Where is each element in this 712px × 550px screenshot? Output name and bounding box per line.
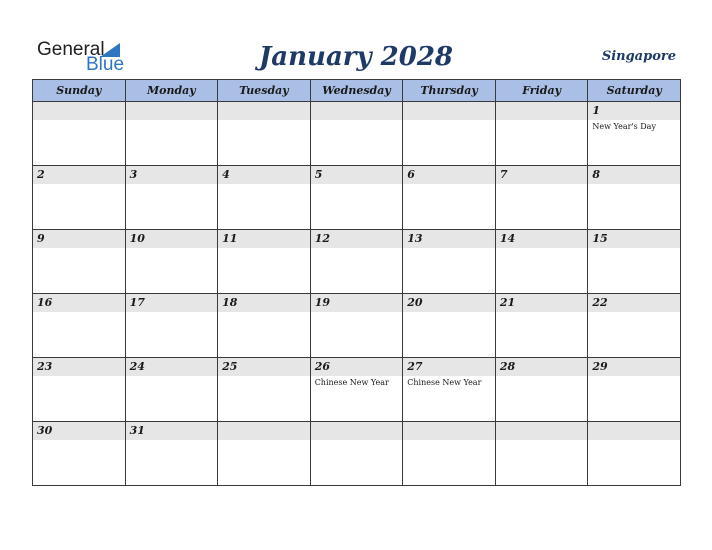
weekday-header: Tuesday: [218, 80, 311, 102]
day-cell: [495, 102, 588, 166]
day-number: 30: [37, 424, 53, 437]
day-number: 3: [129, 168, 138, 181]
day-cell-band: [311, 422, 403, 440]
day-cell: [218, 102, 311, 166]
day-cell: [33, 102, 126, 166]
day-cell-band: [126, 102, 218, 120]
day-number: 1: [592, 104, 601, 117]
day-cell: [310, 102, 403, 166]
day-cell: [218, 230, 311, 294]
day-cell: [495, 422, 588, 486]
day-cell: [218, 422, 311, 486]
day-number: 6: [407, 168, 415, 181]
day-cell: [33, 422, 126, 486]
day-cell: [310, 422, 403, 486]
day-cell-band: [33, 102, 125, 120]
day-cell: [403, 230, 496, 294]
day-cell: [125, 422, 218, 486]
day-cell-band: [588, 102, 680, 120]
day-cell: [33, 294, 126, 358]
day-cell: [495, 294, 588, 358]
day-cell: [588, 166, 681, 230]
day-number: 10: [129, 232, 145, 245]
day-cell: [33, 358, 126, 422]
week-row: [33, 102, 681, 166]
day-number: 26: [314, 360, 330, 373]
day-cell-band: [496, 166, 588, 184]
logo-word-blue: Blue: [86, 54, 125, 75]
day-cell: [495, 166, 588, 230]
day-cell: [403, 102, 496, 166]
day-number: 31: [129, 424, 145, 437]
day-number: 15: [592, 232, 608, 245]
day-number: 29: [592, 360, 608, 373]
day-cell: [495, 230, 588, 294]
week-row: [33, 358, 681, 422]
week-row: [33, 230, 681, 294]
weekday-header: Thursday: [403, 80, 496, 102]
day-cell: [403, 166, 496, 230]
week-row: [33, 166, 681, 230]
weekday-header: Sunday: [33, 80, 126, 102]
day-cell: [33, 230, 126, 294]
day-cell: [33, 166, 126, 230]
day-number: 27: [407, 360, 423, 373]
day-cell: [588, 422, 681, 486]
day-cell: [403, 422, 496, 486]
weekday-header: Friday: [495, 80, 588, 102]
day-number: 24: [129, 360, 145, 373]
day-number: 25: [222, 360, 238, 373]
day-number: 2: [37, 168, 45, 181]
day-cell-band: [218, 166, 310, 184]
day-cell: [310, 166, 403, 230]
weekday-header: Saturday: [588, 80, 681, 102]
day-cell: [125, 166, 218, 230]
day-cell-band: [588, 422, 680, 440]
day-cell-band: [311, 102, 403, 120]
day-number: 8: [592, 168, 601, 181]
calendar-body: [33, 102, 681, 486]
day-cell: [125, 294, 218, 358]
holiday-label: New Year's Day: [592, 122, 656, 131]
region-label: Singapore: [601, 49, 676, 64]
day-number: 18: [222, 296, 238, 309]
day-cell-band: [311, 166, 403, 184]
day-number: 20: [407, 296, 423, 309]
week-row: [33, 422, 681, 486]
day-number: 5: [314, 168, 323, 181]
day-number: 23: [37, 360, 53, 373]
day-cell-band: [33, 166, 125, 184]
day-cell: [588, 102, 681, 166]
day-number: 17: [129, 296, 145, 309]
day-cell: [310, 358, 403, 422]
day-cell-band: [126, 166, 218, 184]
month-calendar: [32, 79, 681, 486]
day-cell-band: [403, 166, 495, 184]
day-number: 19: [314, 296, 330, 309]
day-cell-band: [403, 102, 495, 120]
holiday-label: Chinese New Year: [314, 378, 389, 387]
day-number: 7: [499, 168, 508, 181]
day-number: 22: [592, 296, 608, 309]
day-number: 21: [499, 296, 516, 309]
day-cell: [588, 358, 681, 422]
day-number: 12: [314, 232, 330, 245]
day-number: 16: [37, 296, 53, 309]
day-cell: [125, 230, 218, 294]
day-cell: [125, 358, 218, 422]
day-number: 28: [499, 360, 516, 373]
day-cell: [310, 230, 403, 294]
day-cell-band: [33, 230, 125, 248]
day-number: 4: [222, 168, 230, 181]
day-cell: [403, 358, 496, 422]
day-number: 13: [407, 232, 423, 245]
day-cell-band: [588, 166, 680, 184]
day-cell-band: [218, 102, 310, 120]
day-cell: [588, 294, 681, 358]
day-cell: [218, 294, 311, 358]
holiday-label: Chinese New Year: [407, 378, 482, 387]
calendar-title: January 2028: [258, 42, 454, 72]
day-cell: [403, 294, 496, 358]
weekday-header-row: [33, 80, 681, 102]
weekday-header: Wednesday: [310, 80, 403, 102]
day-cell-band: [403, 422, 495, 440]
day-cell-band: [496, 422, 588, 440]
brand-logo: [37, 40, 133, 74]
week-row: [33, 294, 681, 358]
day-cell: [495, 358, 588, 422]
day-cell: [310, 294, 403, 358]
day-cell: [125, 102, 218, 166]
weekday-header: Monday: [125, 80, 218, 102]
logo-word-general: General: [37, 39, 105, 60]
day-cell-band: [496, 102, 588, 120]
day-cell: [218, 358, 311, 422]
day-cell: [218, 166, 311, 230]
day-number: 9: [37, 232, 45, 245]
day-number: 11: [222, 232, 238, 245]
day-number: 14: [499, 232, 516, 245]
day-cell: [588, 230, 681, 294]
day-cell-band: [218, 422, 310, 440]
